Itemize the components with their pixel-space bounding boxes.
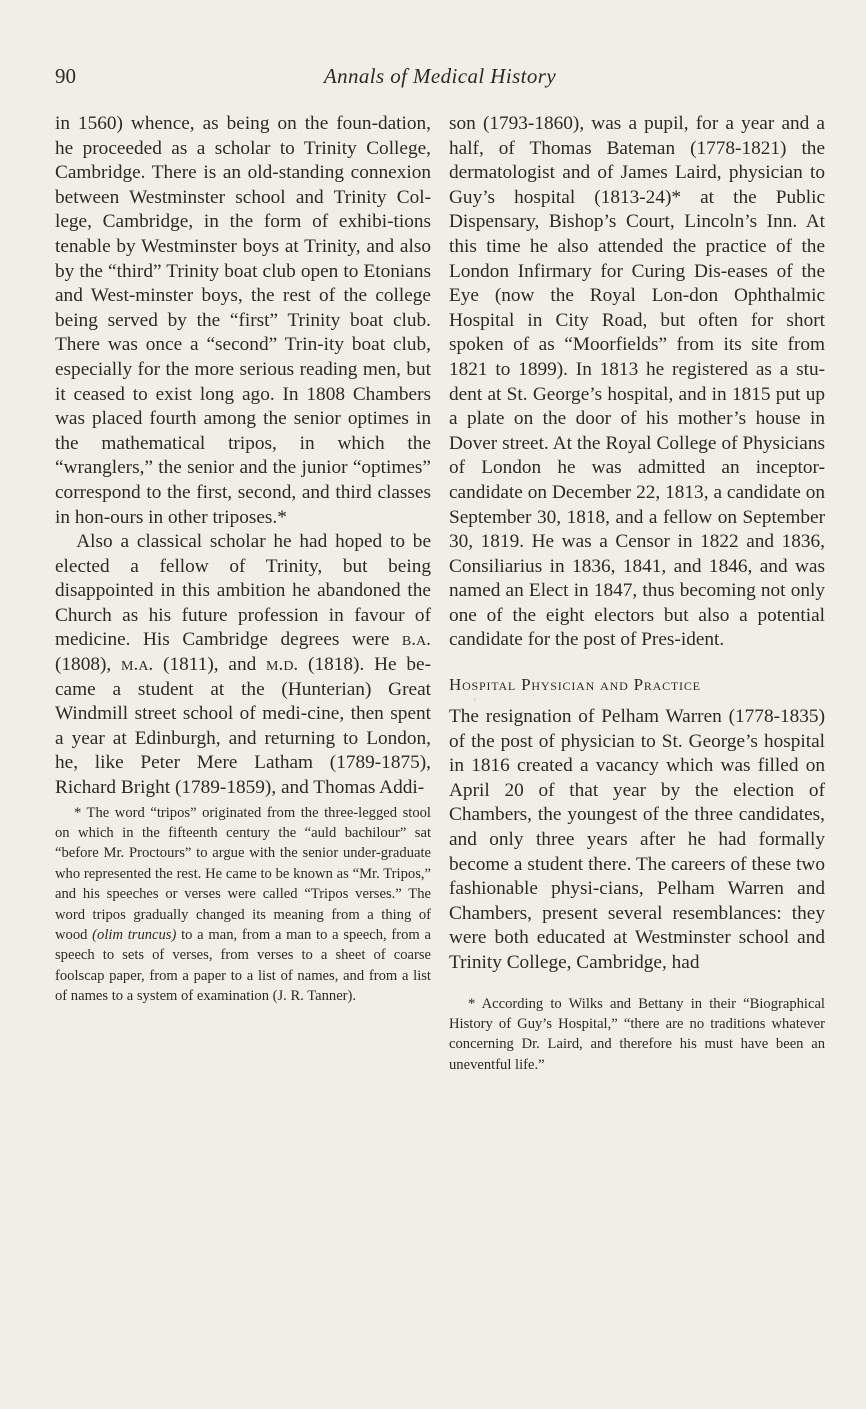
tripos-footnote-part-b: to a man, from a man to a speech, from a speech to sets of verses, from verses to a sheet of coarse foolscap paper, from a paper to a list of names, and from a list of names to a system of examination (J. R. Tanner). [55,927,431,1005]
left-paragraph-1: in 1560) whence, as being on the foun-dation, he proceeded as a scholar to Trinity College, Cambridge. There is an old-standing connexion between Westminster school and Trinity Col-lege, Cambridge, in the form of exhibi-tions tenable by Westminster boys at Trinity, and also by the “third” Trinity boat club open to Etonians and West-minster boys, the rest of the college being served by the “first” Trinity boat club. There was once a “second” Trin-ity boat club, especially for the more serious reading men, but it ceased to exist long ago. In 1808 Chambers was placed fourth among the senior optimes in the mathematical tripos, in which the “wranglers,” the senior and the junior “optimes” correspond to the first, second, and third classes in hon-ours in other triposes.* [55,113,431,528]
right-paragraph-1: son (1793-1860), was a pupil, for a year and a half, of Thomas Bateman (1778-1821) the dermatologist and of James Laird, physician to Guy’s hospital (1813-24)* at the Public Dispensary, Bishop’s Court, Lincoln’s Inn. At this time he also attended the practice of the London Infirmary for Curing Dis-eases of the Eye (now the Royal Lon-don Ophthalmic Hospital in City Road, but often for short spoken of as “Moorfields” from its site from 1821 to 1899). In 1813 he registered as a stu-dent at St. George’s hospital, and in 1815 put up a plate on the door of his mother’s house in Dover street. At the Royal College of Physicians of London he was admitted an inceptor-candidate on December 22, 1813, a candidate on September 30, 1818, and a fellow on September 30, 1819. He was a Censor in 1822 and 1836, Consiliarius in 1836, 1841, and 1846, and was named an Elect in 1847, thus becoming not only one of the eight electors but also a potential candidate for the post of Pres-ident. [449,113,825,651]
degree-md: m.d. [266,654,299,676]
degree-ba-year: (1808), [55,654,122,676]
laird-footnote: * According to Wilks and Bettany in their “Biographical History of Guy’s Hospital,” “there are no traditions whatever concerning Dr. Laird, and therefore his must have been an uneventful life.” [449,995,825,1073]
tripos-footnote [55,803,431,1007]
left-body-text [55,112,431,801]
right-body-text-2 [449,705,825,976]
tripos-footnote-italic: (olim truncus) [92,927,177,944]
left-footnote [55,803,431,1007]
degree-ba: b.a. [401,629,431,651]
degree-ma-year: (1811), and [153,654,267,676]
page-number: 90 [55,64,76,88]
tripos-footnote-part-a: * The word “tripos” originated from the three-legged stool on which in the fifteenth century the “auld bachilour” sat “before Mr. Proctours” to argue with the senior under-graduate who represented the rest. He came to be known as “Mr. Tripos,” and his speeches or verses were called “Tripos verses.” The word tripos gradually changed its meaning from a thing of wood [55,804,431,944]
right-body-text [449,112,825,653]
left-paragraph-2-part-b: (1818). He be-came a student at the (Hunterian) Great Windmill street school of medi-cine, then spent a year at Edinburgh, and returning to London, he, like Peter Mere Latham (1789-1875), Richard Bright (1789-1859), and Thomas Addi- [55,654,432,799]
left-paragraph-2-part-a: Also a classical scholar he had hoped to be elected a fellow of Trinity, but being disappointed in this ambition he abandoned the Church as his future profession in favour of medicine. His Cambridge degrees were [55,531,431,651]
right-footnote [449,994,825,1076]
left-paragraph-2 [55,530,431,801]
stray-mark: ‹ [473,694,477,706]
degree-ma: m.a. [121,654,154,676]
running-head [55,64,825,96]
right-column [449,112,825,1075]
section-heading: Hospital Physician and Practice [449,675,701,695]
right-paragraph-2: The resignation of Pelham Warren (1778-1835) of the post of physician to St. George’s hospital in 1816 created a vacancy which was filled on April 20 of that year by the election of Chambers, the youngest of the three candidates, and only three years after he had formally become a student there. The careers of these two fashionable physi-cians, Pelham Warren and Chambers, present several resemblances: they were both educated at Westminster school and Trinity College, Cambridge, had [449,706,825,973]
left-column [55,112,431,1007]
journal-title: Annals of Medical History [323,64,557,88]
